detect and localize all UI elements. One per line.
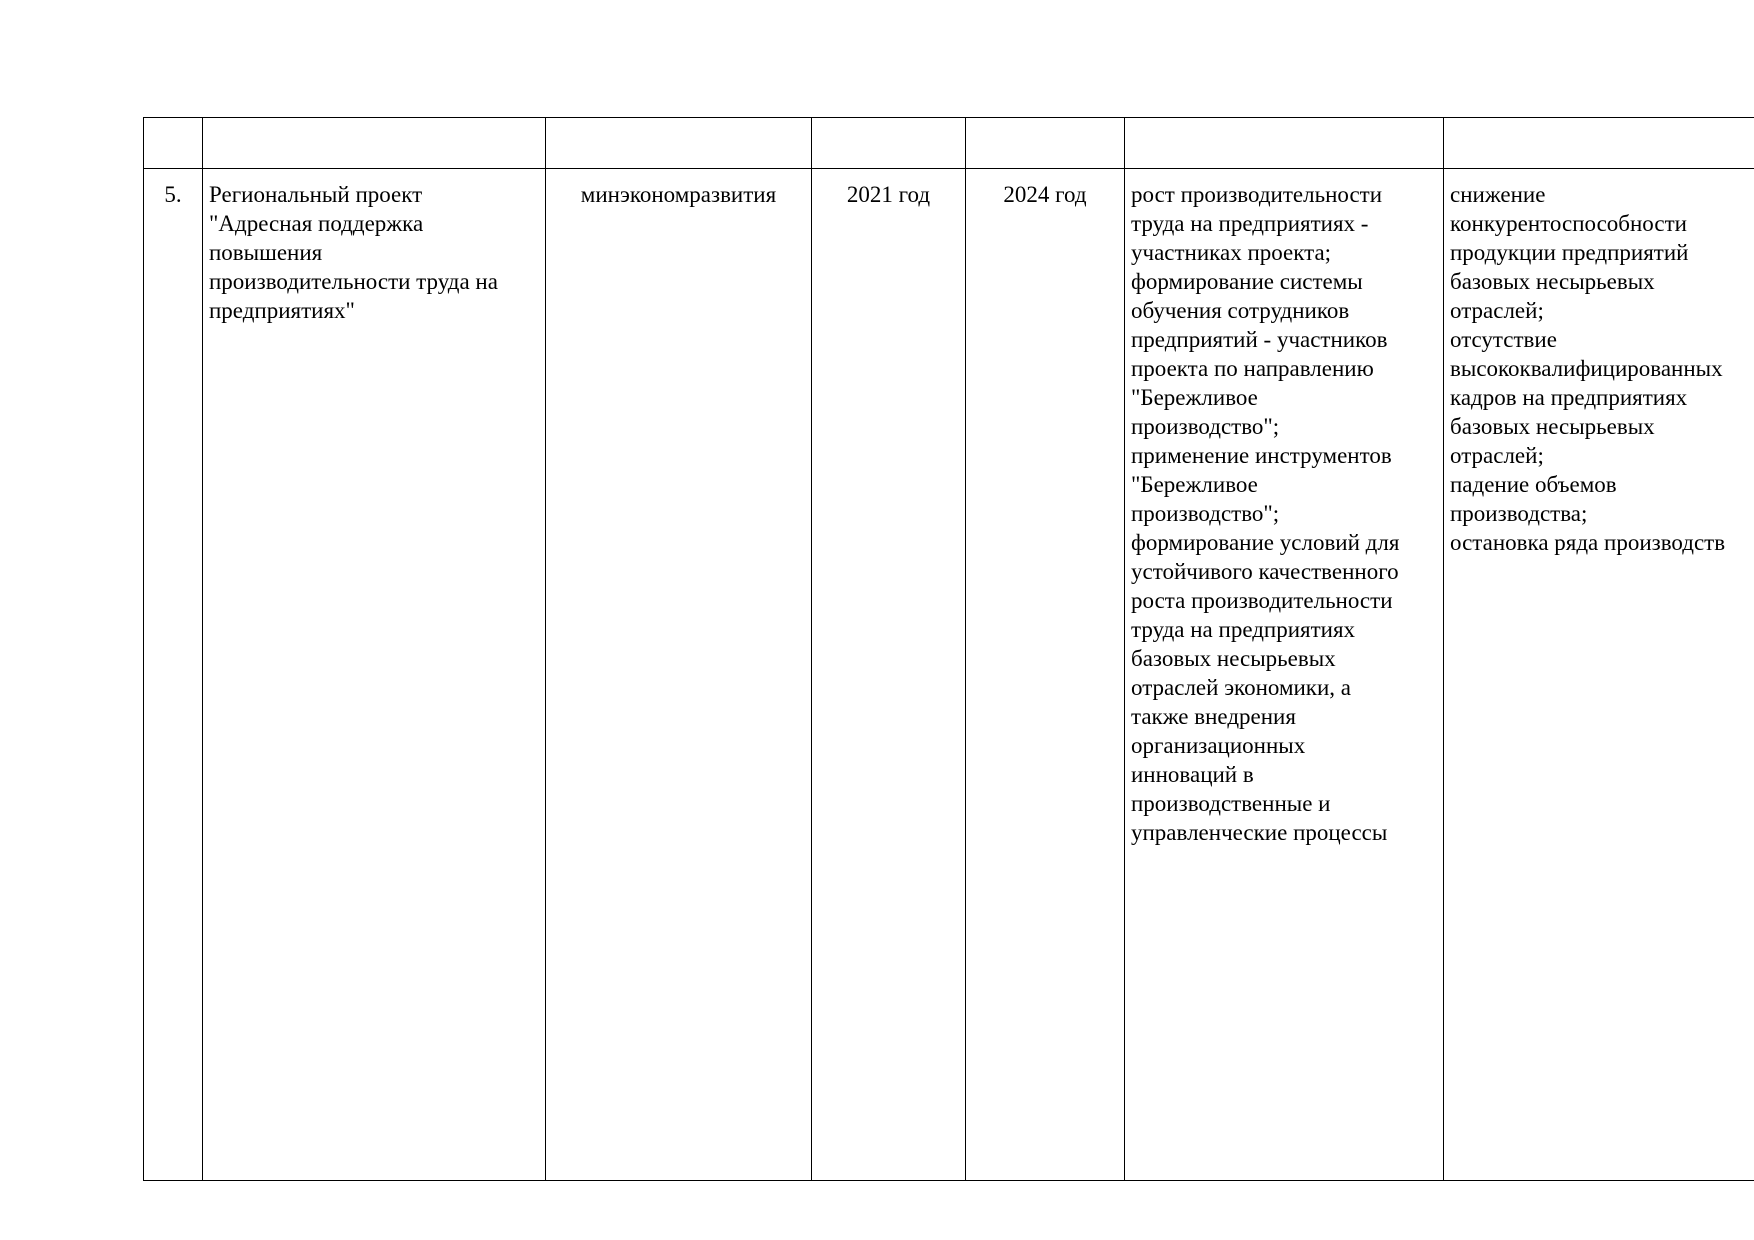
end-year-cell: 2024 год	[966, 169, 1125, 1181]
result-line: устойчивого качественного	[1131, 559, 1399, 584]
header-cell-end	[966, 118, 1125, 169]
activity-table	[143, 117, 1754, 1181]
consequence-line: продукции предприятий	[1450, 240, 1689, 265]
result-line: формирование условий для	[1131, 530, 1400, 555]
result-line: труда на предприятиях	[1131, 617, 1356, 642]
consequence-line: кадров на предприятиях	[1450, 385, 1688, 410]
result-line: отраслей экономики, а	[1131, 675, 1351, 700]
result-line: обучения сотрудников	[1131, 298, 1350, 323]
result-line: рост производительности	[1131, 182, 1383, 207]
result-line: проекта по направлению	[1131, 356, 1374, 381]
executor-cell: минэкономразвития	[546, 169, 812, 1181]
table-row	[144, 169, 1754, 1181]
project-name-line: производительности труда на	[209, 269, 498, 294]
header-cell-result	[1125, 118, 1444, 169]
consequence-line: базовых несырьевых	[1450, 414, 1655, 439]
table-header-row	[144, 118, 1754, 169]
result-line: производство";	[1131, 501, 1280, 526]
result-line: производство";	[1131, 414, 1280, 439]
result-line: инноваций в	[1131, 762, 1254, 787]
consequence-line: отсутствие	[1450, 327, 1557, 352]
result-line: организационных	[1131, 733, 1306, 758]
start-year-cell: 2021 год	[812, 169, 966, 1181]
consequence-cell	[1444, 169, 1754, 1181]
expected-result-cell	[1125, 169, 1444, 1181]
consequence-line: снижение	[1450, 182, 1546, 207]
consequence-line: базовых несырьевых	[1450, 269, 1655, 294]
consequence-line: отраслей;	[1450, 443, 1544, 468]
project-name-line: предприятиях"	[209, 298, 355, 323]
result-line: "Бережливое	[1131, 385, 1258, 410]
header-cell-consequence	[1444, 118, 1754, 169]
header-cell-start	[812, 118, 966, 169]
header-cell-number	[144, 118, 203, 169]
result-line: труда на предприятиях -	[1131, 211, 1369, 236]
header-cell-executor	[546, 118, 812, 169]
project-name-line: повышения	[209, 240, 323, 265]
consequence-line: отраслей;	[1450, 298, 1544, 323]
consequence-line: высококвалифицированных	[1450, 356, 1723, 381]
result-line: управленческие процессы	[1131, 820, 1388, 845]
result-line: базовых несырьевых	[1131, 646, 1336, 671]
row-number: 5.	[144, 169, 203, 1181]
result-line: формирование системы	[1131, 269, 1363, 294]
result-line: "Бережливое	[1131, 472, 1258, 497]
result-line: применение инструментов	[1131, 443, 1392, 468]
project-name-cell	[203, 169, 546, 1181]
result-line: производственные и	[1131, 791, 1331, 816]
project-name-line: "Адресная поддержка	[209, 211, 424, 236]
consequence-line: падение объемов	[1450, 472, 1617, 497]
consequence-line: остановка ряда производств	[1450, 530, 1726, 555]
result-line: роста производительности	[1131, 588, 1393, 613]
consequence-line: производства;	[1450, 501, 1588, 526]
result-line: предприятий - участников	[1131, 327, 1388, 352]
project-name-line: Региональный проект	[209, 182, 423, 207]
consequence-line: конкурентоспособности	[1450, 211, 1687, 236]
result-line: участниках проекта;	[1131, 240, 1332, 265]
result-line: также внедрения	[1131, 704, 1296, 729]
header-cell-name	[203, 118, 546, 169]
